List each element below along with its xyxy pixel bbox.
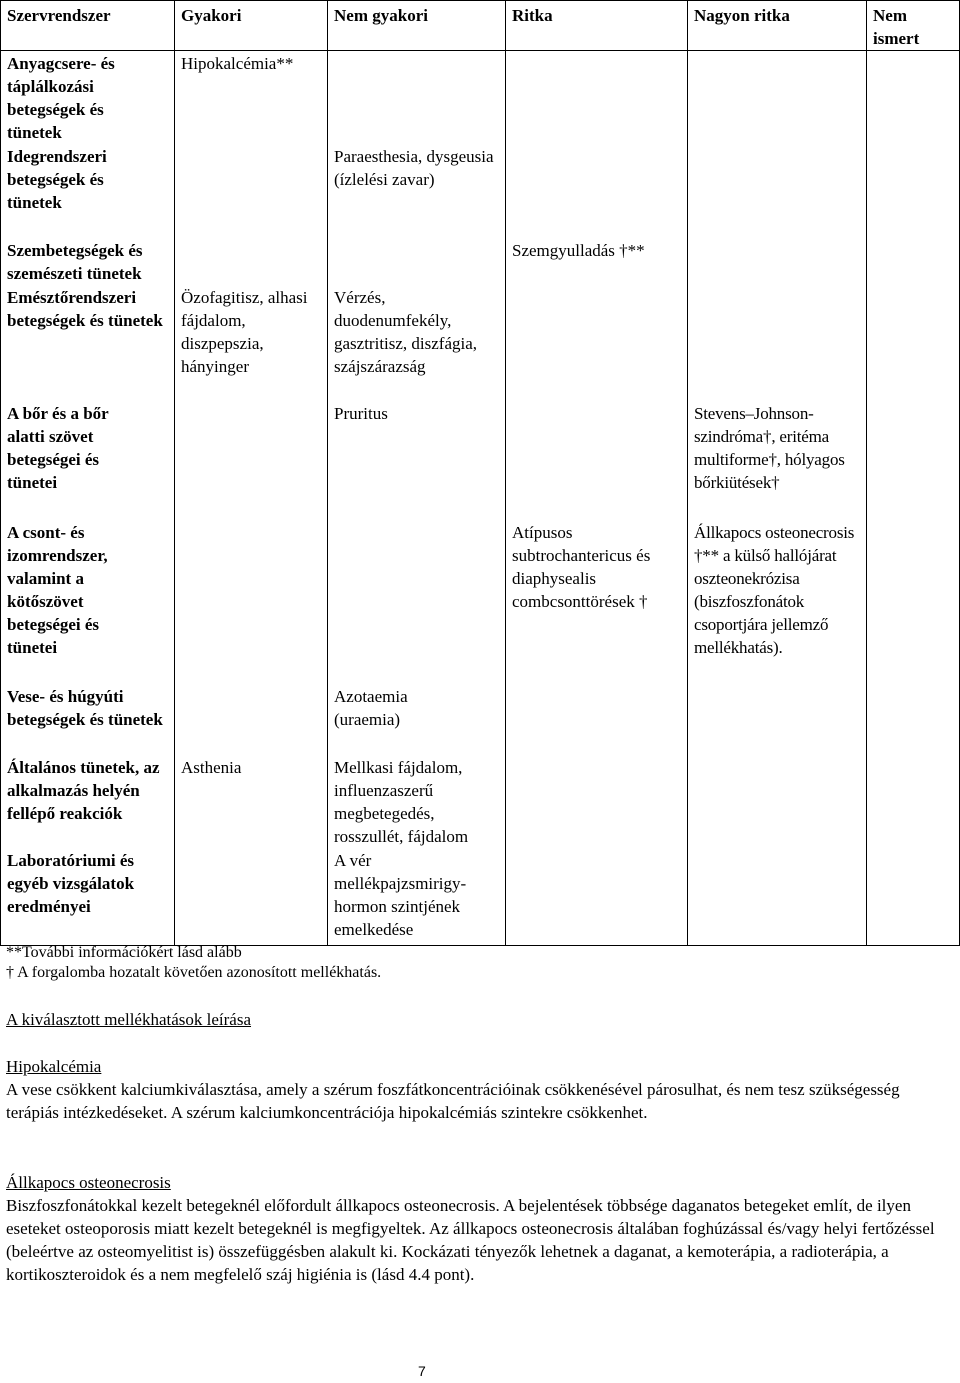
footnote-dagger: † A forgalomba hozatalt követően azonosított mellékhatás. <box>6 964 382 981</box>
header-nem-gyakori: Nem gyakori <box>334 6 428 25</box>
soc-label: A csont- és izomrendszer, valamint a kötőszövet betegségei és tünetei <box>7 523 108 657</box>
column-line <box>327 0 328 946</box>
gyakori-cell: Özofagitisz, alhasi fájdalom, diszpepszia, hányinger <box>181 288 308 376</box>
soc-label: Vese- és húgyúti betegségek és tünetek <box>7 687 163 729</box>
table-border-top <box>0 0 960 1</box>
nem-gyakori-cell: Pruritus <box>334 404 388 423</box>
nagyon-ritka-cell: Stevens–Johnson-szindróma†, eritéma multiforme†, hólyagos bőrkiütések† <box>694 404 845 492</box>
ritka-cell: Szemgyulladás †** <box>512 241 645 260</box>
header-ritka: Ritka <box>512 6 553 25</box>
header-szervrendszer: Szervrendszer <box>7 6 111 25</box>
soc-label: Idegrendszeri betegségek és tünetek <box>7 147 107 212</box>
subsection-title-hypocalcaemia: Hipokalcémia <box>6 1057 102 1076</box>
soc-label: Laboratóriumi és egyéb vizsgálatok eredményei <box>7 851 135 916</box>
subsection-title-osteonecrosis: Állkapocs osteonecrosis <box>6 1173 171 1192</box>
column-line <box>0 0 1 946</box>
subsection-text-osteonecrosis: Biszfoszfonátokkal kezelt betegeknél előfordult állkapocs osteonecrosis. A bejelentések többsége daganatos betegeket említ, de ilyen eseteket osteoporosis miatt kezelt betegeknél is megfigyeltek. Az állkapocs osteonecrosis általában foghúzással és/vagy helyi fertőzéssel (beleértve az osteomyelitist is) összefüggésben alakult ki. Kockázati tényezők lehetnek a daganat, a kemoterápia, a radioterápia, a kortikoszteroidok és a nem megfelelő száj higiénia is (lásd 4.4 pont). <box>6 1196 935 1284</box>
column-line <box>687 0 688 946</box>
page-number: 7 <box>418 1363 426 1379</box>
header-nem-ismert: Nem ismert <box>873 6 920 48</box>
footnote-double-asterisk: **További információkért lásd alább <box>6 944 242 961</box>
section-heading: A kiválasztott mellékhatások leírása <box>6 1010 252 1029</box>
gyakori-cell: Hipokalcémia** <box>181 54 294 73</box>
header-nagyon-ritka: Nagyon ritka <box>694 6 790 25</box>
soc-label: Szembetegségek és szemészeti tünetek <box>7 241 143 283</box>
nem-gyakori-cell: Azotaemia (uraemia) <box>334 687 408 729</box>
column-line <box>866 0 867 946</box>
soc-label: Anyagcsere- és táplálkozási betegségek és tünetek <box>7 54 115 142</box>
nem-gyakori-cell: Paraesthesia, dysgeusia (ízlelési zavar) <box>334 147 494 189</box>
nem-gyakori-cell: A vér mellékpajzsmirigy-hormon szintjének emelkedése <box>334 851 467 939</box>
column-line <box>174 0 175 946</box>
nagyon-ritka-cell: Állkapocs osteonecrosis †** a külső hallójárat oszteonekrózisa (biszfoszfonátok csoportjára jellemző mellékhatás). <box>694 523 855 657</box>
gyakori-cell: Asthenia <box>181 758 242 777</box>
header-divider <box>0 50 960 51</box>
soc-label: Általános tünetek, az alkalmazás helyén fellépő reakciók <box>7 758 160 823</box>
subsection-text-hypocalcaemia: A vese csökkent kalciumkiválasztása, amely a szérum foszfátkoncentrációinak csökkenésével párosulhat, és nem tesz szükségesség terápiás intézkedéseket. A szérum kalciumkoncentrációja hipokalcémiás szintekre csökkenhet. <box>6 1080 900 1122</box>
column-line <box>505 0 506 946</box>
soc-label: A bőr és a bőr alatti szövet betegségei és tünetei <box>7 404 109 492</box>
ritka-cell: Atípusos subtrochantericus és diaphysealis combcsonttörések † <box>512 523 651 611</box>
soc-label: Emésztőrendszeri betegségek és tünetek <box>7 288 163 330</box>
nem-gyakori-cell: Vérzés, duodenumfekély, gasztritisz, diszfágia, szájszárazság <box>334 288 478 376</box>
header-gyakori: Gyakori <box>181 6 242 25</box>
nem-gyakori-cell: Mellkasi fájdalom, influenzaszerű megbetegedés, rosszullét, fájdalom <box>334 758 469 846</box>
